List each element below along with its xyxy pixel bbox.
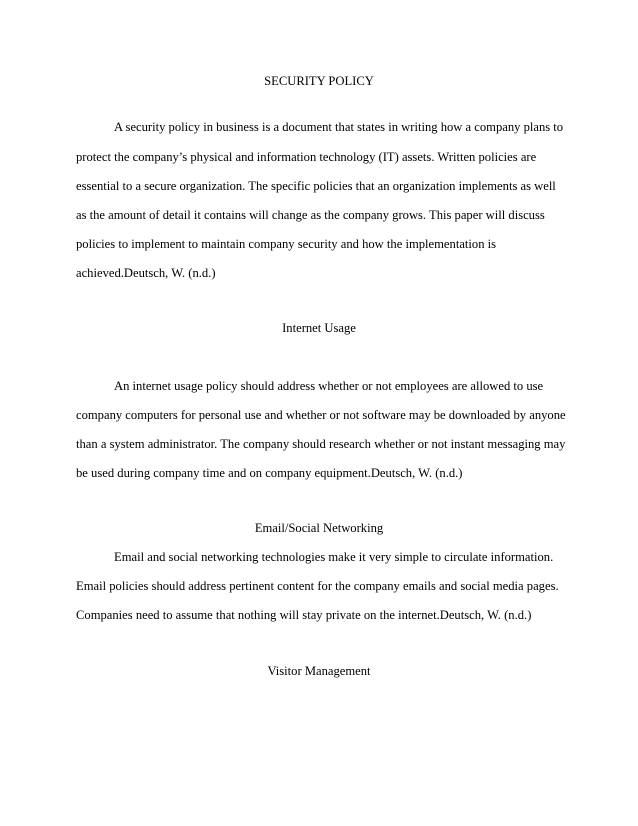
internet-usage-paragraph-line: An internet usage policy should address whether or not employees are allowed to use: [114, 379, 544, 393]
email-social-paragraph-line: Companies need to assume that nothing will stay private on the internet.Deutsch, W. (n.d.): [76, 608, 532, 622]
internet-usage-paragraph-line: than a system administrator. The company should research whether or not instant messaging may: [76, 437, 566, 451]
intro-paragraph-line: achieved.Deutsch, W. (n.d.): [76, 266, 216, 280]
email-social-paragraph-line: Email policies should address pertinent content for the company emails and social media pages.: [76, 579, 559, 593]
document-title: SECURITY POLICY: [264, 74, 374, 88]
internet-usage-paragraph-line: be used during company time and on company equipment.Deutsch, W. (n.d.): [76, 466, 463, 480]
email-social-paragraph-line: Email and social networking technologies make it very simple to circulate information.: [114, 550, 554, 564]
internet-usage-paragraph-line: company computers for personal use and whether or not software may be downloaded by anyone: [76, 408, 566, 422]
section-heading-visitor-management: Visitor Management: [267, 664, 371, 678]
section-heading-email-social-networking: Email/Social Networking: [254, 521, 384, 535]
intro-paragraph-line: A security policy in business is a document that states in writing how a company plans to: [114, 120, 564, 134]
intro-paragraph-line: protect the company’s physical and information technology (IT) assets. Written policies are: [76, 150, 537, 164]
section-heading-internet-usage: Internet Usage: [282, 321, 356, 335]
intro-paragraph-line: essential to a secure organization. The specific policies that an organization implements as well: [76, 179, 556, 193]
intro-paragraph-line: as the amount of detail it contains will change as the company grows. This paper will discuss: [76, 208, 545, 222]
intro-paragraph-line: policies to implement to maintain company security and how the implementation is: [76, 237, 497, 251]
